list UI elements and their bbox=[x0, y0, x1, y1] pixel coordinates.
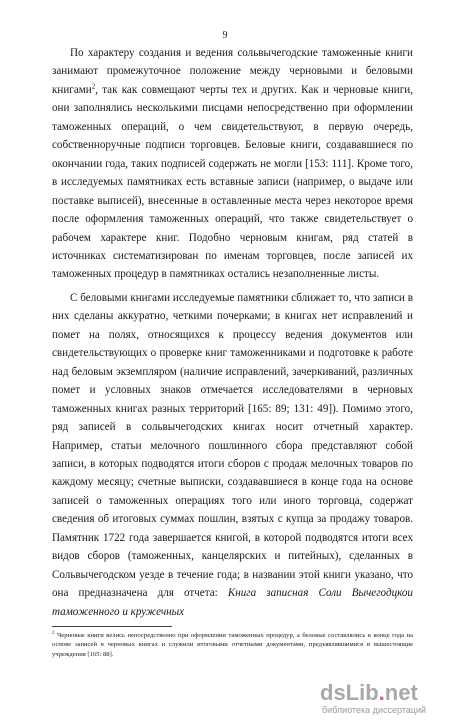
watermark-logo-main: dsLib bbox=[320, 680, 379, 705]
watermark-logo bbox=[320, 680, 418, 706]
watermark-logo-dot: . bbox=[378, 680, 385, 705]
book-title-italic: Книга записная Соли Вычегодцкои таможенного и кружечных bbox=[52, 587, 413, 618]
paragraph-1 bbox=[52, 44, 413, 284]
watermark[interactable] bbox=[320, 680, 440, 720]
footnote-reference[interactable]: 2 bbox=[91, 82, 96, 91]
watermark-logo-tld: net bbox=[384, 680, 418, 705]
footnote-divider bbox=[52, 626, 172, 627]
footnote-mark: 2 bbox=[52, 630, 55, 636]
body-text bbox=[52, 44, 413, 621]
page-number: 9 bbox=[222, 30, 228, 41]
footnote bbox=[52, 631, 413, 659]
watermark-subtitle: библиотека диссертаций bbox=[322, 705, 427, 715]
footnote-text: Черновые книги велись непосредственно при оформлении таможенных процедур, а беловые составлялись в конце года на основе записей в черновых книгах и служили итоговыми отчетными документами, предъявлявшимися в вышестоящие учреждения [165: 88]. bbox=[52, 632, 413, 658]
paragraph-2 bbox=[52, 289, 413, 621]
paragraph-1-text-a: По характеру создания и ведения сольвычегодские таможенные книги занимают промежуточное положение между черновыми и беловыми книгами bbox=[52, 47, 413, 96]
paragraph-2-text: С беловыми книгами исследуемые памятники сближает то, что записи в них сделаны аккуратно, четкими почерками; в книгах нет исправлений и помет на полях, относящихся к процессу ведения документов или свидетельствующих о проверке книг таможенниками и подготовке к работе над беловым экземпляром (наличие исправлений, зачеркиваний, различных помет и условных знаков отмечается исследователями в черновых таможенных книгах разных территорий [165: 89; 131: 49]). Помимо этого, ряд записей в сольвычегодских книгах носит отчетный характер. Например, статьи мелочного пошлинного сбора представляют собой записи, в которых подводятся итоги сборов с продаж мелочных товаров по каждому месяцу; счетные выписки, создававшиеся в конце года на основе записей о таможенных операциях того или иного торговца, содержат сведения об итоговых суммах пошлин, взятых с купца за продажу товаров. Памятник 1722 года завершается книгой, в которой подводятся итоги всех видов сборов (таможенных, канцелярских и питейных), сделанных в Сольвычегодском уезде в течение года; в названии этой книги указано, что она предназначена для отчета: bbox=[52, 291, 413, 600]
paragraph-1-text-b: , так как совмещают черты тех и других. Как и черновые книги, они заполнялись несколькими писцами непосредственно при оформлении таможенных операций, о чем свидетельствуют, в первую очередь, собственноручные подписи торговцев. Беловые книги, создававшиеся по окончании года, таких подписей содержать не могли [153: 111]. Кроме того, в исследуемых памятниках есть вставные записи (например, о выдаче или поставке выписей), внесенные в оставленные места через некоторое время после оформления таможенных операций, что также свидетельствует о рабочем характере книг. Подобно черновым книгам, ряд статей в источниках систематизирован по именам торговцев, после записей их таможенных процедур в памятниках остались незаполненные листы. bbox=[52, 83, 413, 281]
